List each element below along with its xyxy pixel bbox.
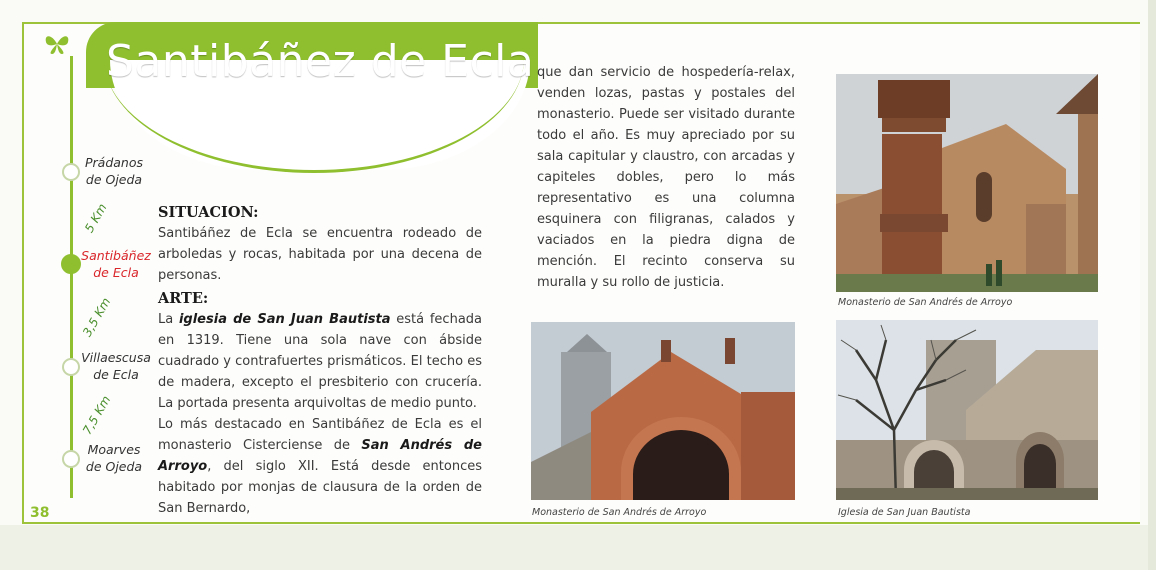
route-node-2-active xyxy=(61,254,81,274)
caption-photo-bottom-middle: Monasterio de San Andrés de Arroyo xyxy=(532,507,707,518)
stop-name-line2: de Ecla xyxy=(93,265,139,280)
stop-name-line2: de Ecla xyxy=(93,367,139,382)
route-distance-1: 5 Km xyxy=(82,201,110,235)
column2-paragraph: que dan servicio de hospedería-relax, venden lozas, pastas y postales del monasterio. Puede ser visitado durante todo el año. Es muy apreciado por su sala capitular y claustro, con arcadas y capiteles dobles, pero lo más representativo es una columna esquinera con filigranas, calados y vaciados en la piedra digna de mención. El recinto conserva su muralla y su rollo de justicia. xyxy=(537,65,795,290)
photo-church-san-juan xyxy=(836,320,1098,500)
text-column-1 xyxy=(158,202,482,519)
caption-photo-bottom-right: Iglesia de San Juan Bautista xyxy=(838,507,971,518)
section-heading-situacion: SITUACION: xyxy=(158,204,259,221)
arte-paragraph-2 xyxy=(158,414,482,519)
route-stop-1 xyxy=(82,154,146,188)
stop-name-line1: Prádanos xyxy=(84,155,143,170)
route-timeline-line xyxy=(70,56,73,498)
page-number: 38 xyxy=(30,505,50,521)
situacion-paragraph: Santibáñez de Ecla se encuentra rodeado de arboledas y rocas, habitada por una decena de personas. xyxy=(158,226,482,283)
route-distance-2: 3,5 Km xyxy=(80,295,114,339)
stop-name-line2: de Ojeda xyxy=(85,172,143,187)
butterfly-icon xyxy=(42,32,72,56)
photo-monastery-column xyxy=(836,74,1098,292)
arte-p2-emphasis: San Andrés de Arroyo xyxy=(158,438,482,474)
monastery-column-image xyxy=(836,74,1098,292)
arte-paragraph-1 xyxy=(158,309,482,414)
page-bottom-margin xyxy=(0,525,1156,570)
route-node-1 xyxy=(62,163,80,181)
stop-name-line1: Villaescusa xyxy=(81,350,151,365)
arte-p2-post: , del siglo XII. Está desde entonces habitado por monjas de clausura de la orden de San Bernardo, xyxy=(158,459,482,516)
monastery-portal-image xyxy=(531,322,795,500)
photo-monastery-portal xyxy=(531,322,795,500)
route-distance-3: 7,5 Km xyxy=(80,393,114,437)
arte-p1-pre: La xyxy=(158,312,179,327)
text-column-2 xyxy=(537,62,795,293)
arte-p1-emphasis: iglesia de San Juan Bautista xyxy=(178,312,391,327)
church-san-juan-image xyxy=(836,320,1098,500)
page-edge xyxy=(1148,0,1156,570)
stop-name-line1: Santibáñez xyxy=(81,248,151,263)
route-stop-2 xyxy=(80,247,152,281)
arte-p2-pre: Lo más destacado en Santibáñez de Ecla es el monasterio Cisterciense de xyxy=(158,417,482,453)
stop-name-line1: Moarves xyxy=(87,442,141,457)
caption-photo-top-right: Monasterio de San Andrés de Arroyo xyxy=(838,297,1013,308)
section-heading-arte: ARTE: xyxy=(158,290,209,307)
stop-name-line2: de Ojeda xyxy=(85,459,143,474)
route-node-4 xyxy=(62,450,80,468)
route-stop-4 xyxy=(80,441,148,475)
route-stop-3 xyxy=(78,349,154,383)
arte-p1-post: está fechada en 1319. Tiene una sola nave con ábside cuadrado y contrafuertes prismáticos. El techo es de madera, excepto el presbiterio con crucería. La portada presenta arquivoltas de medio punto. xyxy=(158,312,482,411)
page-title: Santibáñez de Ecla xyxy=(106,36,535,87)
